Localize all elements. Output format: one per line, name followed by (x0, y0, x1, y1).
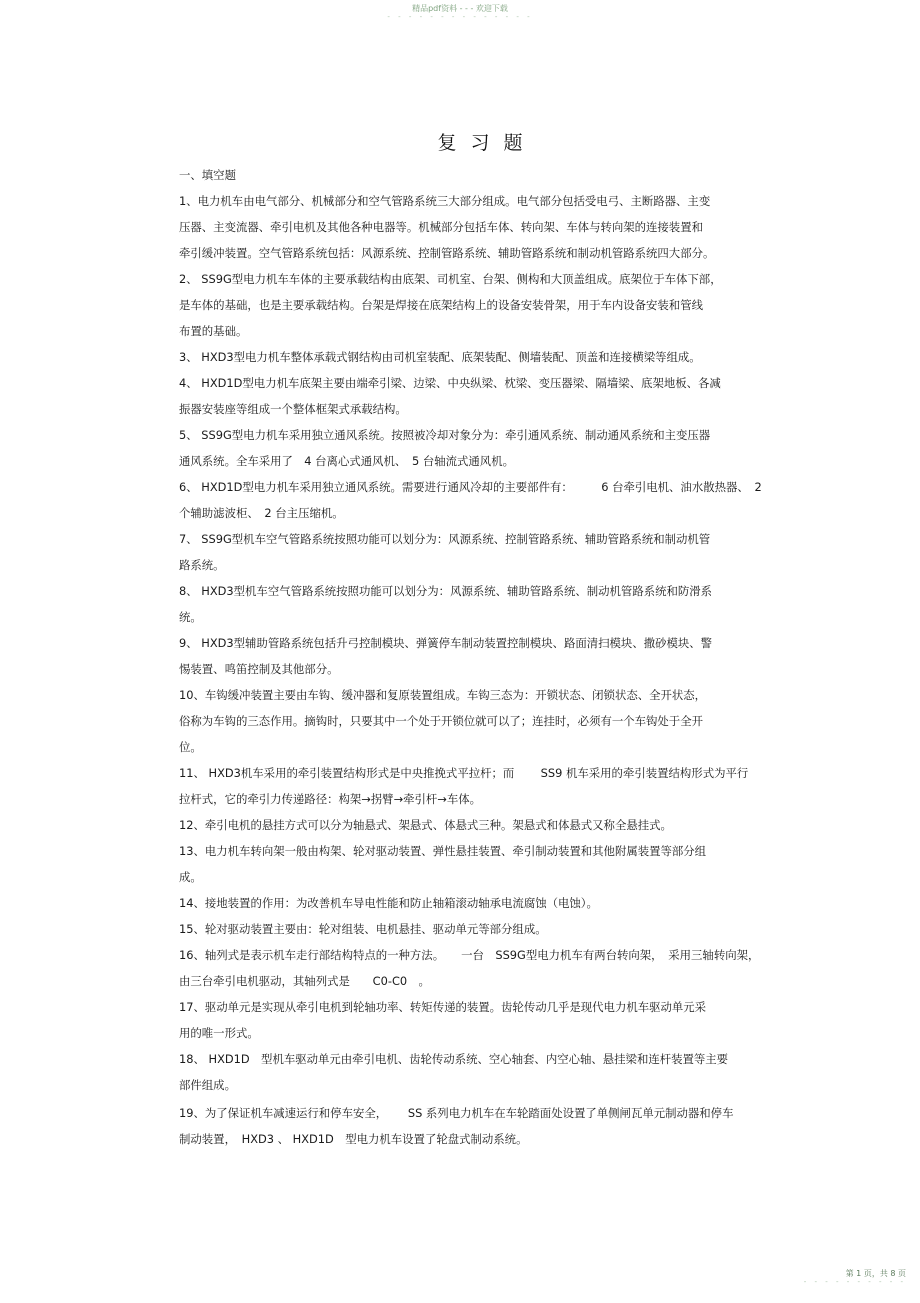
q16-line-1: 16、轴列式是表示机车走行部结构特点的一种方法。 一台 SS9G型电力机车有两台转向架， 采用三轴转向架， (179, 948, 760, 962)
q8-line-2: 统。 (179, 610, 202, 624)
q10-line-3: 位。 (179, 740, 202, 754)
q18-line-1: 18、 HXD1D 型机车驱动单元由牵引电机、齿轮传动系统、空心轴套、内空心轴、悬挂梁和连杆装置等主要 (179, 1052, 729, 1066)
q18-line-2: 部件组成。 (179, 1078, 236, 1092)
q5-line-1: 5、 SS9G型电力机车采用独立通风系统。按照被冷却对象分为：牵引通风系统、制动通风系统和主变压器 (179, 428, 711, 442)
q1-line-2: 压器、主变流器、牵引电机及其他各种电器等。机械部分包括车体、转向架、车体与转向架的连接装置和 (179, 220, 703, 234)
q6-line-2: 个辅助滤波柜、 2 台主压缩机。 (179, 506, 344, 520)
q1-line-1: 1、电力机车由电气部分、机械部分和空气管路系统三大部分组成。电气部分包括受电弓、主断路器、主变 (179, 194, 711, 208)
q11-line-1: 11、 HXD3机车采用的牵引装置结构形式是中央推挽式平拉杆；而 SS9 机车采用的牵引装置结构形式为平行 (179, 766, 749, 780)
q9-line-1: 9、 HXD3型辅助管路系统包括升弓控制模块、弹簧停车制动装置控制模块、路面清扫模块、撒砂模块、警 (179, 636, 713, 650)
q11-line-2: 拉杆式，它的牵引力传递路径：构架→拐臂→牵引杆→车体。 (179, 792, 482, 806)
q2-line-2: 是车体的基础，也是主要承载结构。台架是焊接在底架结构上的设备安装骨架，用于车内设备安装和管线 (179, 298, 703, 312)
q1-line-3: 牵引缓冲装置。空气管路系统包括：风源系统、控制管路系统、辅助管路系统和制动机管路系统四大部分。 (179, 246, 715, 260)
footer-dots: - - - - - - - - - - (803, 1278, 906, 1286)
q15-line-1: 15、轮对驱动装置主要由：轮对组装、电机悬挂、驱动单元等部分组成。 (179, 922, 547, 936)
q4-line-1: 4、 HXD1D型电力机车底架主要由端牵引梁、边梁、中央纵梁、枕梁、变压器梁、隔墙梁、底架地板、各减 (179, 376, 721, 390)
watermark-dots: - - - - - - - - - - - - - - (387, 13, 533, 21)
watermark-text: 精品pdf资料 - - - 欢迎下载 (412, 4, 508, 13)
q2-line-3: 布置的基础。 (179, 324, 248, 338)
q4-line-2: 振器安装座等组成一个整体框架式承载结构。 (179, 402, 407, 416)
q17-line-2: 用的唯一形式。 (179, 1026, 259, 1040)
q8-line-1: 8、 HXD3型机车空气管路系统按照功能可以划分为：风源系统、辅助管路系统、制动机管路系统和防滑系 (179, 584, 713, 598)
q9-line-2: 惕装置、鸣笛控制及其他部分。 (179, 662, 339, 676)
q7-line-1: 7、 SS9G型机车空气管路系统按照功能可以划分为：风源系统、控制管路系统、辅助管路系统和制动机管 (179, 532, 711, 546)
section-heading: 一、填空题 (179, 168, 236, 182)
document-body (179, 162, 797, 1152)
watermark (0, 4, 920, 21)
q3-line-1: 3、 HXD3型电力机车整体承载式钢结构由司机室装配、底架装配、侧墙装配、顶盖和连接横梁等组成。 (179, 350, 701, 364)
q5-line-2: 通风系统。全车采用了 4 台离心式通风机、 5 台轴流式通风机。 (179, 454, 514, 468)
q10-line-1: 10、车钩缓冲装置主要由车钩、缓冲器和复原装置组成。车钩三态为：开锁状态、闭锁状态、全开状态， (179, 688, 707, 702)
q19-line-1: 19、为了保证机车减速运行和停车安全， SS 系列电力机车在车轮踏面处设置了单侧闸瓦单元制动器和停车 (179, 1106, 734, 1120)
page-number: 第 1 页，共 8 页 (845, 1269, 906, 1278)
q19-line-2: 制动装置， HXD3 、 HXD1D 型电力机车设置了轮盘式制动系统。 (179, 1132, 528, 1146)
page-footer (804, 1268, 906, 1286)
q13-line-1: 13、电力机车转向架一般由构架、轮对驱动装置、弹性悬挂装置、牵引制动装置和其他附属装置等部分组 (179, 844, 707, 858)
q13-line-2: 成。 (179, 870, 202, 884)
page-title: 复习题 (437, 132, 537, 154)
q7-line-2: 路系统。 (179, 558, 225, 572)
q2-line-1: 2、 SS9G型电力机车车体的主要承载结构由底架、司机室、台架、侧构和大顶盖组成。底架位于车体下部， (179, 272, 722, 286)
q10-line-2: 俗称为车钩的三态作用。摘钩时，只要其中一个处于开锁位就可以了；连挂时，必须有一个车钩处于全开 (179, 714, 703, 728)
q14-line-1: 14、接地装置的作用：为改善机车导电性能和防止轴箱滚动轴承电流腐蚀（电蚀）。 (179, 896, 598, 910)
q17-line-1: 17、驱动单元是实现从牵引电机到轮轴功率、转矩传递的装置。齿轮传动几乎是现代电力机车驱动单元采 (179, 1000, 707, 1014)
q16-line-2: 由三台牵引电机驱动，其轴列式是 C0-C0 。 (179, 974, 430, 988)
q12-line-1: 12、牵引电机的悬挂方式可以分为轴悬式、架悬式、体悬式三种。架悬式和体悬式又称全悬挂式。 (179, 818, 672, 832)
q6-line-1: 6、 HXD1D型电力机车采用独立通风系统。需要进行通风冷却的主要部件有： 6 台牵引电机、油水散热器、 2 (179, 480, 762, 494)
